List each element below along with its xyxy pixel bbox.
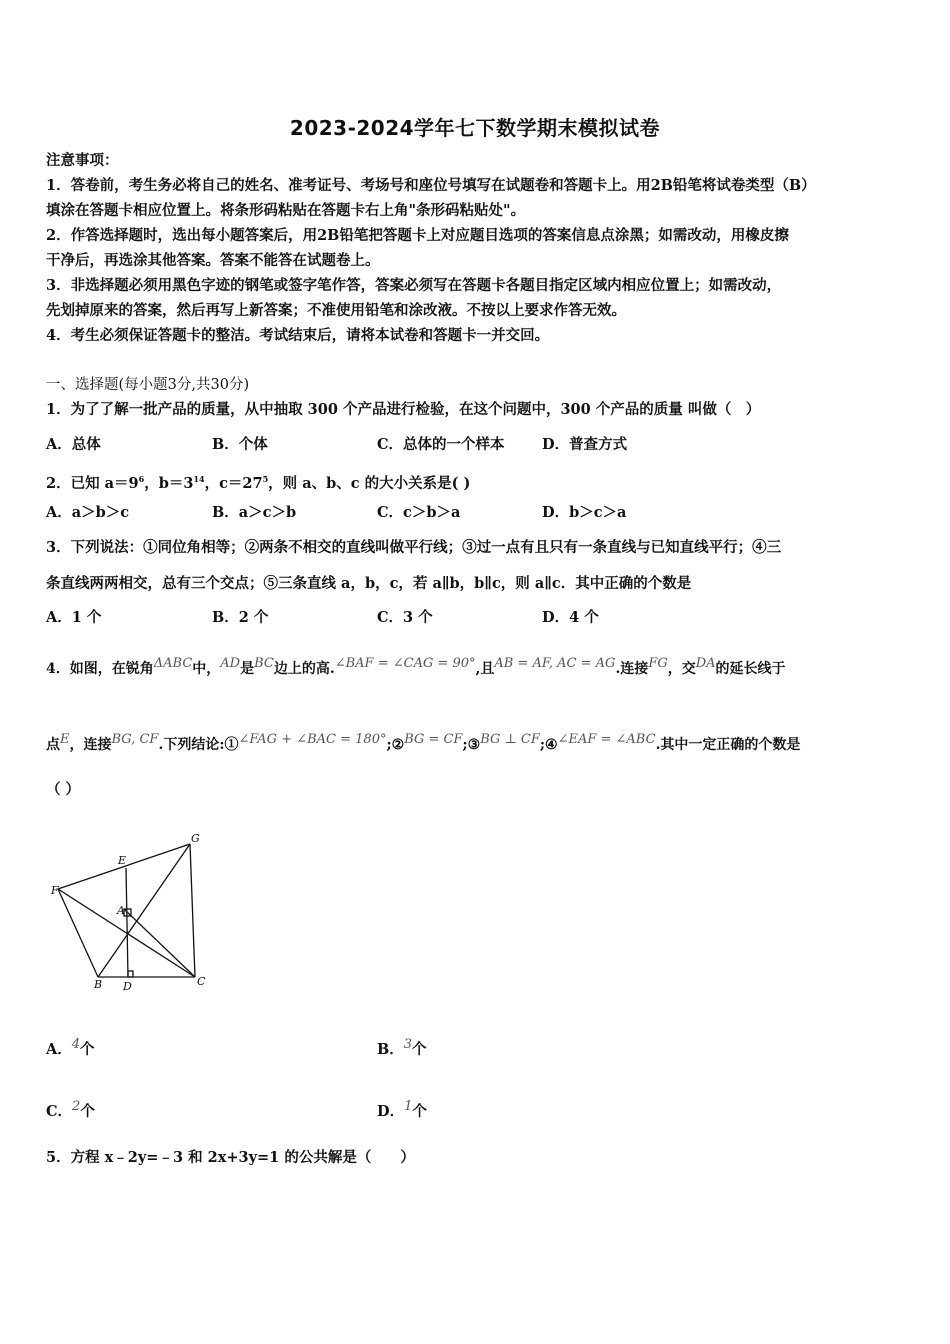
q4-math: BG, CF (111, 732, 159, 747)
q2-exp: 6 (138, 474, 145, 484)
q4-option-unit: 个 (80, 1103, 95, 1120)
question-4-paren: （ ） (46, 781, 81, 798)
q4-text: .下列结论:① (158, 737, 239, 753)
q3-option-b[interactable]: B．2 个 (212, 609, 269, 626)
q4-text: 是 (240, 661, 255, 677)
figure-line-ac (124, 909, 195, 977)
q4-option-d[interactable] (377, 1097, 427, 1122)
notice-line: 干净后，再选涂其他答案。答案不能答在试题卷上。 (46, 252, 380, 269)
figure-label-b: B (94, 978, 103, 991)
q1-option-a[interactable]: A．总体 (46, 436, 101, 453)
figure-label-e: E (118, 854, 127, 867)
q4-text: ;④ (539, 737, 558, 753)
question-2-stem (46, 469, 470, 494)
q4-text: ;② (386, 737, 405, 753)
q4-math: AD (220, 656, 241, 671)
q2-option-d[interactable]: D．b＞c＞a (542, 504, 627, 521)
q4-option-letter: D． (377, 1103, 405, 1120)
question-5-stem: 5．方程 x﹣2y=﹣3 和 2x+3y=1 的公共解是（ ） (46, 1149, 415, 1166)
q4-text: 中， (192, 661, 221, 677)
q4-option-num: 4 (71, 1037, 81, 1052)
q4-text: ，连接 (69, 737, 112, 753)
q4-option-a[interactable] (46, 1035, 95, 1060)
question-3-line2: 条直线两两相交，总有三个交点；⑤三条直线 a，b，c，若 a∥b，b∥c，则 a∥c．其中正确的个数是 (46, 575, 692, 592)
q4-option-letter: B． (377, 1041, 404, 1058)
q3-option-d[interactable]: D．4 个 (542, 609, 599, 626)
q2-option-a[interactable]: A．a＞b＞c (46, 504, 130, 521)
figure-label-g: G (191, 832, 200, 845)
q4-option-num: 3 (403, 1037, 413, 1052)
notice-line: 填涂在答题卡相应位置上。将条形码粘贴在答题卡右上角"条形码粘贴处"。 (46, 202, 526, 219)
q4-option-unit: 个 (412, 1103, 427, 1120)
q4-option-b[interactable] (377, 1035, 427, 1060)
q2-option-b[interactable]: B．a＞c＞b (212, 504, 297, 521)
q3-option-c[interactable]: C．3 个 (377, 609, 433, 626)
q4-math: BG ⊥ CF (480, 732, 540, 747)
figure-line-cg (190, 844, 195, 977)
figure-label-a: A (117, 904, 125, 917)
q2-exp: 14 (193, 474, 205, 484)
section-heading: 一、选择题(每小题3分,共30分) (46, 377, 250, 393)
q4-math: E (60, 732, 70, 747)
q3-option-a[interactable]: A．1 个 (46, 609, 102, 626)
question-4-line1 (46, 654, 786, 679)
q4-option-num: 1 (404, 1099, 413, 1114)
notice-line: 4．考生必须保证答题卡的整洁。考试结束后，请将本试卷和答题卡一并交回。 (46, 327, 550, 344)
notice-heading: 注意事项： (46, 152, 119, 169)
notice-line: 2．作答选择题时，选出每小题答案后，用2B铅笔把答题卡上对应题目选项的答案信息点涂黑；如需改动，用橡皮擦 (46, 227, 789, 244)
question-3-line1: 3．下列说法：①同位角相等；②两条不相交的直线叫做平行线；③过一点有且只有一条直线与已知直线平行；④三 (46, 539, 782, 556)
q1-option-b[interactable]: B．个体 (212, 436, 268, 453)
q4-math: ∠BAF = ∠CAG = 90° (334, 656, 476, 671)
q4-text: ,且 (475, 661, 495, 677)
q4-text: 4．如图，在锐角 (46, 661, 154, 677)
q4-text: 边上的高. (273, 661, 335, 677)
q4-option-c[interactable] (46, 1097, 95, 1122)
q2-exp: 5 (262, 474, 269, 484)
q4-math: BC (254, 656, 274, 671)
q4-math: ∠EAF = ∠ABC (557, 732, 656, 747)
notice-line: 3．非选择题必须用黑色字迹的钢笔或签字笔作答，答案必须写在答题卡各题目指定区域内相应位置上；如需改动， (46, 277, 782, 294)
figure-line-ed (126, 868, 128, 977)
q4-option-letter: A． (46, 1041, 72, 1058)
q1-option-c[interactable]: C．总体的一个样本 (377, 436, 505, 453)
notice-line: 1．答卷前，考生务必将自己的姓名、准考证号、考场号和座位号填写在试题卷和答题卡上。用2B铅笔将试卷类型（B） (46, 177, 816, 194)
q4-math: ∠FAG + ∠BAC = 180° (238, 732, 387, 747)
figure-label-d: D (123, 980, 132, 993)
q4-option-letter: C． (46, 1103, 73, 1120)
notice-line: 先划掉原来的答案，然后再写上新答案；不准使用铅笔和涂改液。不按以上要求作答无效。 (46, 302, 626, 319)
q4-option-unit: 个 (80, 1041, 95, 1058)
figure-label-c: C (197, 975, 206, 988)
q2-text: ，则 a、b、c 的大小关系是( ) (268, 474, 471, 492)
q4-option-unit: 个 (412, 1041, 427, 1058)
figure-label-f: F (51, 884, 59, 897)
q4-text: 的延长线于 (715, 661, 786, 677)
q2-text: 2．已知 a＝9 (46, 474, 139, 492)
q4-text: ;③ (462, 737, 481, 753)
page-title: 2023-2024学年七下数学期末模拟试卷 (289, 116, 661, 140)
q2-text: ，b＝3 (144, 474, 194, 492)
q4-text: .其中一定正确的个数是 (655, 737, 801, 753)
q2-option-c[interactable]: C．c＞b＞a (377, 504, 461, 521)
q1-option-d[interactable]: D．普查方式 (542, 436, 628, 453)
geometry-figure (46, 825, 216, 995)
q4-text: ，交 (667, 661, 696, 677)
q4-text: .连接 (615, 661, 649, 677)
question-1-stem: 1．为了了解一批产品的质量，从中抽取 300 个产品进行检验，在这个问题中，300 个产品的质量 叫做（ ） (46, 401, 761, 418)
figure-line-bg (98, 844, 190, 977)
q4-math: BG = CF (404, 732, 463, 747)
q4-text: 点 (46, 737, 60, 753)
question-4-line2 (46, 730, 800, 755)
q4-math: DA (695, 656, 716, 671)
q4-math: AB = AF, AC = AG (494, 656, 616, 671)
q4-math: FG (648, 656, 668, 671)
q2-text: ，c＝27 (204, 474, 263, 492)
q4-math: ΔABC (153, 656, 193, 671)
figure-right-angle-d (128, 971, 133, 977)
q4-option-num: 2 (72, 1099, 81, 1114)
